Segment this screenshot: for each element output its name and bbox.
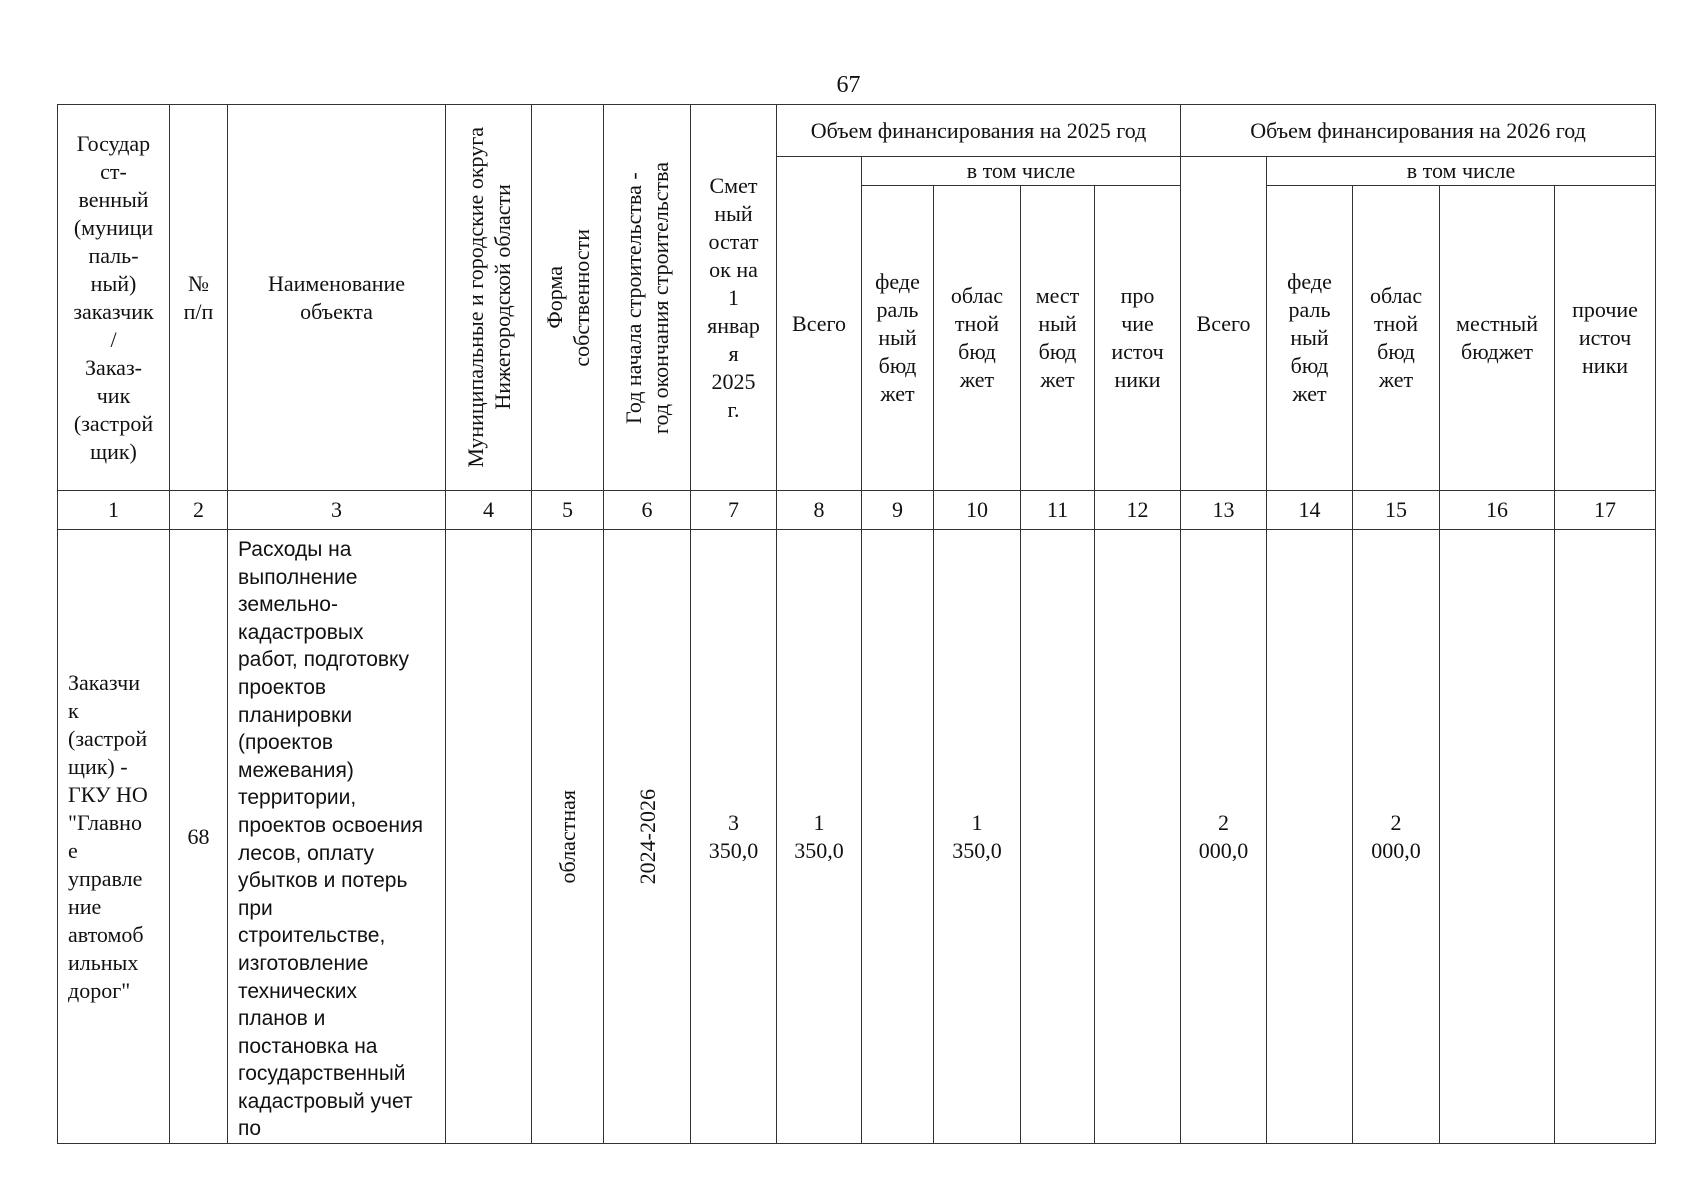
header-years [604, 105, 691, 491]
header-ownership-text: Форма собственности [541, 228, 594, 367]
column-numbers-row [58, 491, 1656, 530]
header-other-2025: про чие источ ники [1095, 186, 1181, 491]
table-row [58, 530, 1656, 1144]
cell-remainder: 3 350,0 [691, 530, 777, 1144]
header-federal-2025: феде раль ный бюд жет [862, 186, 934, 491]
financing-table [57, 104, 1656, 1144]
cell-federal-2025 [862, 530, 934, 1144]
column-number: 7 [691, 491, 777, 530]
cell-municipal [446, 530, 532, 1144]
cell-name [228, 530, 446, 1144]
column-number: 4 [446, 491, 532, 530]
header-remainder: Смет ный остат ок на 1 январ я 2025 г. [691, 105, 777, 491]
column-number: 11 [1021, 491, 1095, 530]
cell-ownership [532, 530, 604, 1144]
header-fin-2026: Объем финансирования на 2026 год [1181, 105, 1656, 157]
cell-other-2026 [1555, 530, 1656, 1144]
header-customer: Государ ст- венный (муници паль- ный) заказчик / Заказ- чик (застрой щик) [58, 105, 170, 491]
cell-regional-2026: 2 000,0 [1353, 530, 1440, 1144]
header-other-2026: прочие источ ники [1555, 186, 1656, 491]
column-number: 17 [1555, 491, 1656, 530]
column-number: 14 [1267, 491, 1353, 530]
header-regional-2025: облас тной бюд жет [934, 186, 1021, 491]
header-num: № п/п [170, 105, 228, 491]
header-local-2025: мест ный бюд жет [1021, 186, 1095, 491]
column-number: 10 [934, 491, 1021, 530]
cell-local-2026 [1440, 530, 1555, 1144]
column-number: 12 [1095, 491, 1181, 530]
cell-total-2026: 2 000,0 [1181, 530, 1267, 1144]
header-including-2025: в том числе [862, 157, 1181, 186]
cell-years-text: 2024-2026 [634, 788, 660, 885]
column-number: 2 [170, 491, 228, 530]
cell-local-2025 [1021, 530, 1095, 1144]
cell-federal-2026 [1267, 530, 1353, 1144]
cell-other-2025 [1095, 530, 1181, 1144]
cell-name-text: Расходы на выполнение земельно- кадастровых работ, подготовку проектов планировки (проектов межевания) территории, проектов освоения лесов, оплату убытков и потерь при строительстве, изготовление технических планов и постановка на государственный кадастровый учет по [238, 538, 424, 1141]
cell-years [604, 530, 691, 1144]
header-name: Наименование объекта [228, 105, 446, 491]
header-municipal-text: Муниципальные и городские округа Нижегородской области [462, 127, 515, 468]
cell-customer [58, 530, 170, 1144]
header-total-2025: Всего [777, 157, 862, 491]
cell-num: 68 [170, 530, 228, 1144]
header-fin-2025: Объем финансирования на 2025 год [777, 105, 1181, 157]
header-years-text: Год начала строительства - год окончания строительства [621, 161, 673, 434]
cell-ownership-text: областная [555, 789, 580, 884]
header-local-2026: местный бюджет [1440, 186, 1555, 491]
column-number: 9 [862, 491, 934, 530]
header-municipal [446, 105, 532, 491]
column-number: 15 [1353, 491, 1440, 530]
column-number: 6 [604, 491, 691, 530]
column-number: 5 [532, 491, 604, 530]
header-including-2026: в том числе [1267, 157, 1656, 186]
cell-regional-2025: 1 350,0 [934, 530, 1021, 1144]
header-ownership [532, 105, 604, 491]
header-federal-2026: феде раль ный бюд жет [1267, 186, 1353, 491]
cell-customer-text: Заказчи к (застрой щик) - ГКУ НО "Главно е управле ние автомоб ильных дорог" [68, 669, 148, 1003]
column-number: 13 [1181, 491, 1267, 530]
header-regional-2026: облас тной бюд жет [1353, 186, 1440, 491]
column-number: 16 [1440, 491, 1555, 530]
column-number: 1 [58, 491, 170, 530]
column-number: 3 [228, 491, 446, 530]
column-number: 8 [777, 491, 862, 530]
cell-total-2025: 1 350,0 [777, 530, 862, 1144]
header-total-2026: Всего [1181, 157, 1267, 491]
page-number: 67 [836, 72, 861, 98]
